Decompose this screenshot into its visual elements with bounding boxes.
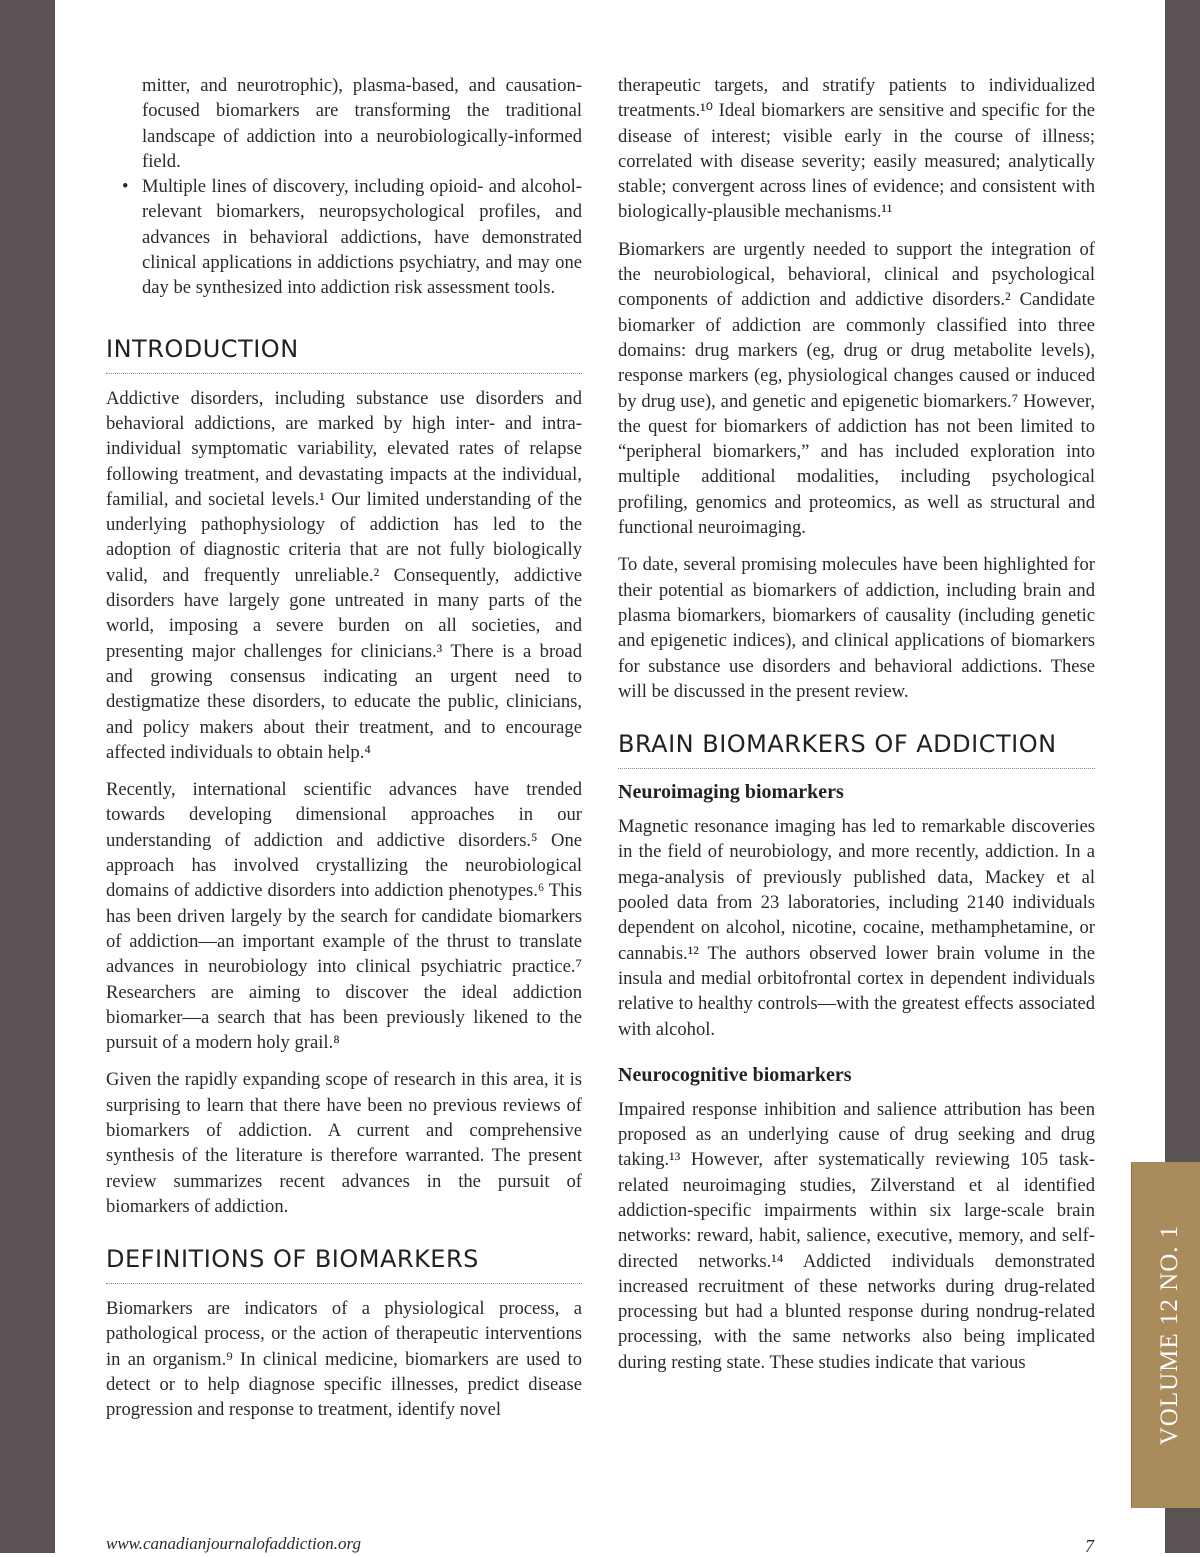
neuroimaging-paragraph: Magnetic resonance imaging has led to remarkable discoveries in the field of neurobiology, and more recently, addiction. In a mega-analysis of previously published data, Mackey et al pooled data from 23 laboratories, including 2140 individuals dependent on alcohol, nicotine, cocaine, methamphetamine, or cannabis.¹² The authors observed lower brain volume in the insula and medial orbitofrontal cortex in dependent individuals relative to healthy controls—with the greatest effects associated with alcohol. — [618, 816, 1095, 1040]
intro-paragraph-3: Given the rapidly expanding scope of research in this area, it is surprising to learn that there have been no previous reviews of biomarkers of addiction. A current and comprehensive synthesis of the literature is therefore warranted. The present review summarizes recent advances in the pursuit of biomarkers of addiction. — [106, 1069, 582, 1217]
neurocognitive-subheading: Neurocognitive biomarkers — [618, 1063, 852, 1086]
definitions-paragraph-2: Biomarkers are urgently needed to support the integration of the neurobiological, behavioral, clinical and psychological components of addiction and addictive disorders.² Candidate biomarker of addiction are commonly classified into three domains: drug markers (eg, drug or drug metabolite levels), response markers (eg, physiological changes caused or induced by drug use), and genetic and epigenetic biomarkers.⁷ However, the quest for biomarkers of addiction has not been limited to “peripheral biomarkers,” and has included exploration into multiple additional modalities, including psychological profiling, genomics and proteomics, as well as structural and functional neuroimaging. — [618, 238, 1095, 539]
right-column — [618, 73, 1095, 1387]
brain-biomarkers-heading: BRAIN BIOMARKERS OF ADDICTION — [618, 730, 1095, 769]
journal-url[interactable]: www.canadianjournalofaddiction.org — [106, 1534, 362, 1553]
definitions-paragraph-1-cont: therapeutic targets, and stratify patients to individualized treatments.¹⁰ Ideal biomarkers are sensitive and specific for the disease of interest; visible early in the course of illness; correlated with disease severity; easily measured; analytically stable; convergent across lines of evidence; and consistent with biologically-plausible mechanisms.¹¹ — [618, 75, 1095, 223]
definitions-paragraph-1: Biomarkers are indicators of a physiological process, a pathological process, or the action of therapeutic interventions in an organism.⁹ In clinical medicine, biomarkers are used to detect or to help diagnose specific illnesses, predict disease progression and response to treatment, identify novel — [106, 1298, 582, 1421]
introduction-heading: INTRODUCTION — [106, 335, 582, 374]
page-number: 7 — [1085, 1536, 1094, 1556]
bullet-continuation: mitter, and neurotrophic), plasma-based, and causation-focused biomarkers are transforming the traditional landscape of addiction into a neurobiologically-informed field. — [142, 75, 582, 172]
neurocognitive-paragraph: Impaired response inhibition and salience attribution has been proposed as an underlying cause of drug seeking and drug taking.¹³ However, after systematically reviewing 105 task-related neuroimaging studies, Zilverstand et al identified addiction-specific impairments within six large-scale brain networks: reward, habit, salience, executive, memory, and self-directed networks.¹⁴ Addicted individuals demonstrated increased recruitment of these networks during drug-related processing but had a blunted response during nondrug-related processing, with the same networks also being implicated during resting state. These studies indicate that various — [618, 1098, 1095, 1373]
definitions-paragraph-3: To date, several promising molecules have been highlighted for their potential as biomarkers of addiction, including brain and plasma biomarkers, biomarkers of causality (including genetic and epigenetic indices), and clinical applications of biomarkers for substance use disorders and behavioral addictions. These will be discussed in the present review. — [618, 554, 1095, 702]
definitions-heading: DEFINITIONS OF BIOMARKERS — [106, 1245, 582, 1284]
neuroimaging-subheading: Neuroimaging biomarkers — [618, 781, 844, 804]
intro-paragraph-2: Recently, international scientific advances have trended towards developing dimensional approaches in our understanding of addiction and addictive disorders.⁵ One approach has involved crystallizing the neurobiological domains of addictive disorders into addiction phenotypes.⁶ This has been driven largely by the search for candidate biomarkers of addiction—an important example of the thrust to translate advances in neurobiology into clinical psychiatric practice.⁷ Researchers are aiming to discover the ideal addiction biomarker—a search that has been previously likened to the pursuit of a modern holy grail.⁸ — [106, 779, 582, 1054]
left-column — [106, 73, 582, 1435]
volume-label: VOLUME 12 NO. 1 — [1156, 1224, 1183, 1446]
key-points-list — [142, 73, 582, 301]
bullet-item: • Multiple lines of discovery, including opioid- and alcohol-relevant biomarkers, neuropsychological profiles, and advances in behavioral addictions, have demonstrated clinical applications in addictions psychiatry, and may one day be synthesized into addiction risk assessment tools. — [142, 174, 582, 300]
left-margin-band — [0, 0, 55, 1553]
intro-paragraph-1: Addictive disorders, including substance use disorders and behavioral addictions, are marked by high inter- and intra-individual symptomatic variability, elevated rates of relapse following treatment, and devastating impacts at the individual, familial, and societal levels.¹ Our limited understanding of the underlying pathophysiology of addiction has led to the adoption of diagnostic criteria that are not fully biologically valid, and frequently unreliable.² Consequently, addictive disorders have largely gone untreated in many parts of the world, imposing a severe burden on all societies, and presenting major challenges for clinicians.³ There is a broad and growing consensus indicating an urgent need to destigmatize these disorders, to educate the public, clinicians, and policy makers about their treatment, and to encourage affected individuals to obtain help.⁴ — [106, 387, 582, 763]
